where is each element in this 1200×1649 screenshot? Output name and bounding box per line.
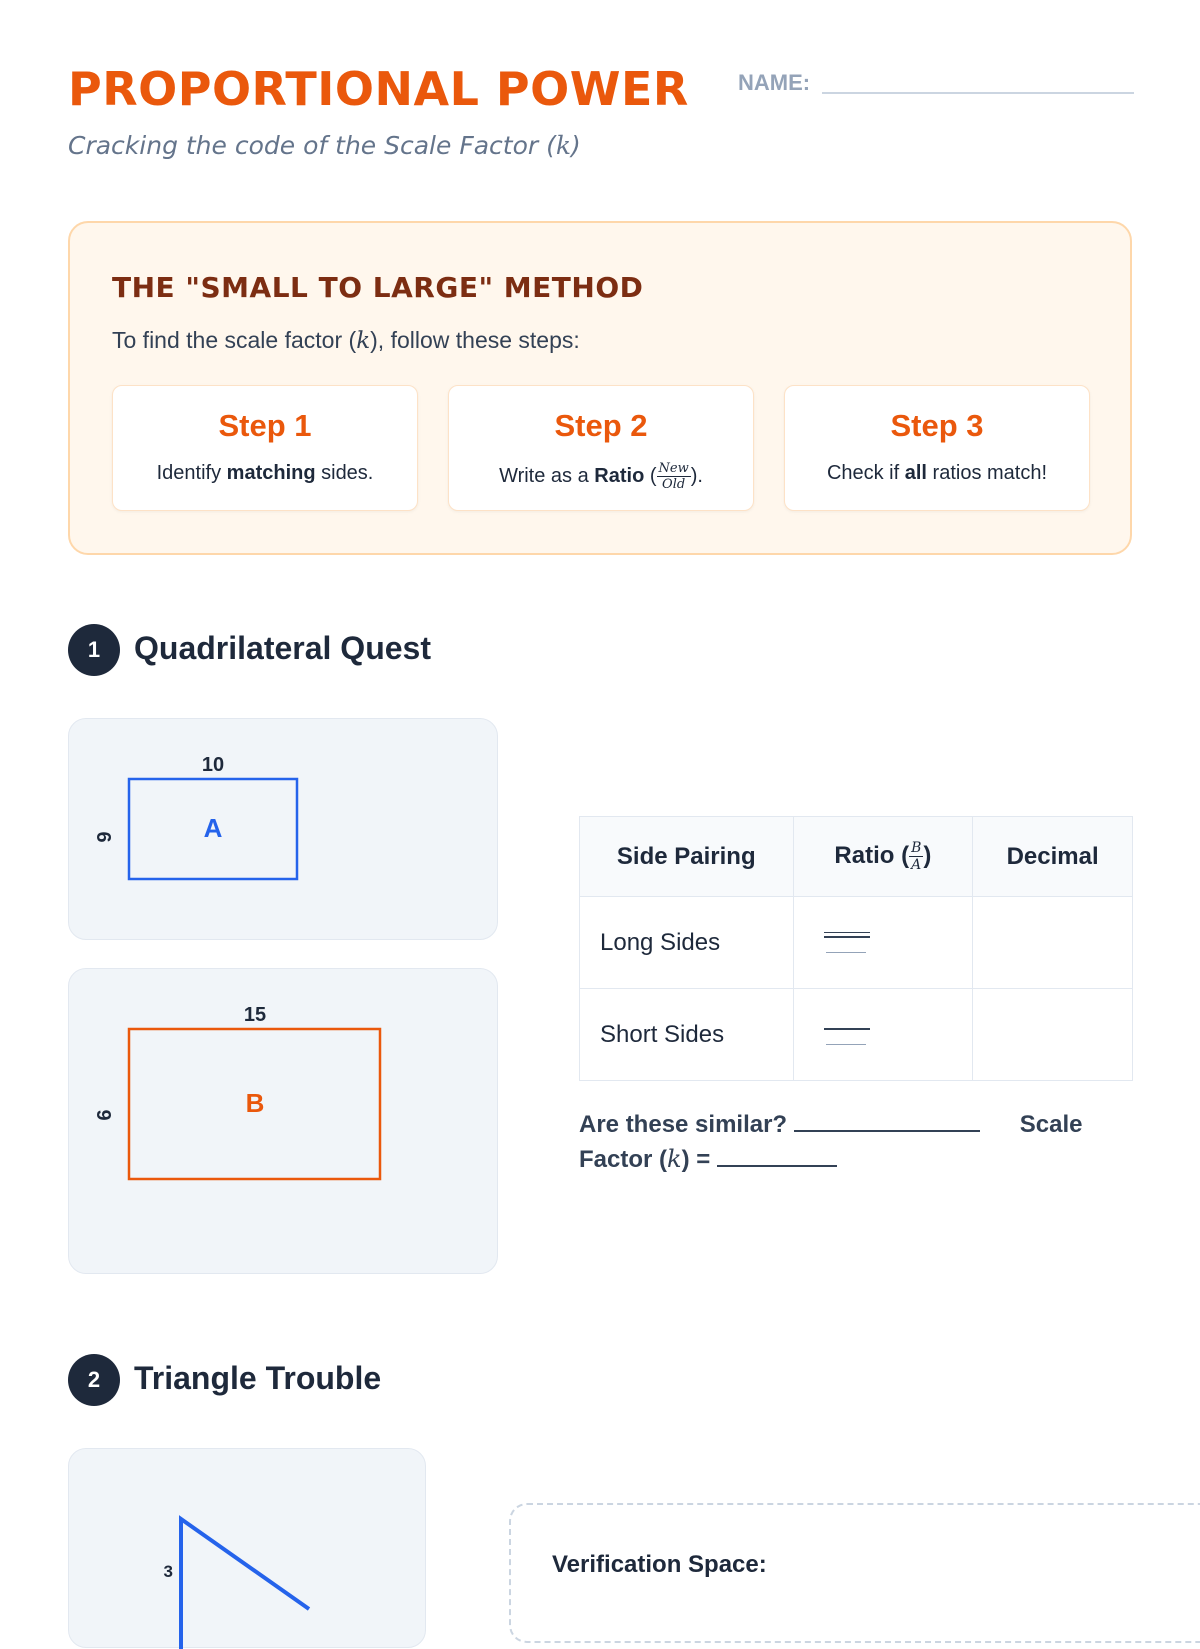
rectangle-a-figure (69, 719, 499, 941)
name-blank-line[interactable] (822, 92, 1134, 94)
decimal-answer-cell[interactable] (973, 897, 1133, 989)
rectangle-a-height-label: 6 (92, 831, 114, 843)
worksheet-subtitle: Cracking the code of the Scale Factor (k) (68, 131, 581, 160)
method-title: THE "SMALL TO LARGE" METHOD (112, 271, 644, 304)
method-intro: To find the scale factor (k), follow these steps: (112, 327, 580, 354)
step-title: Step 1 (218, 408, 312, 443)
worksheet-title: PROPORTIONAL POWER (68, 62, 689, 116)
verification-space[interactable] (509, 1503, 1200, 1643)
shape-a-panel (68, 718, 498, 940)
section-header-2 (68, 1354, 768, 1406)
step-card-1 (112, 385, 418, 511)
table-header-row (580, 817, 1133, 897)
similarity-answer-lines: Are these similar? Scale Factor (k) = (579, 1108, 1099, 1177)
ratio-fraction-blank[interactable] (824, 1020, 870, 1050)
column-header-ratio: Ratio ( $\frac{B}{A}$ ) (793, 817, 973, 897)
section-number-badge: 2 (68, 1354, 120, 1406)
shape-b-panel (68, 968, 498, 1274)
scale-factor-blank[interactable] (717, 1143, 837, 1167)
side-pairing-cell: Long Sides (580, 897, 794, 989)
section-title: Triangle Trouble (134, 1360, 382, 1396)
rectangle-b-figure (69, 969, 499, 1275)
triangle-shape (181, 1519, 309, 1649)
table-row (580, 897, 1133, 989)
side-pairing-cell: Short Sides (580, 989, 794, 1081)
rectangle-b-width-label: 15 (243, 1004, 267, 1026)
ratio-answer-cell[interactable] (793, 897, 973, 989)
column-header-side-pairing: Side Pairing (580, 817, 794, 897)
section-header-1 (68, 624, 768, 676)
method-box (68, 221, 1132, 555)
step-text: Check if all ratios match! (826, 462, 1048, 484)
column-header-decimal: Decimal (973, 817, 1133, 897)
section-title: Quadrilateral Quest (134, 630, 431, 666)
section-number-badge: 1 (68, 624, 120, 676)
triangle-figure (69, 1449, 427, 1649)
step-title: Step 3 (890, 408, 984, 443)
similar-blank[interactable] (794, 1108, 980, 1132)
ratio-table (579, 816, 1133, 1081)
ratio-answer-cell[interactable] (793, 989, 973, 1081)
step-title: Step 2 (554, 408, 648, 443)
table-row (580, 989, 1133, 1081)
triangle-side-label: 3 (163, 1562, 173, 1581)
name-label: NAME: (738, 70, 811, 95)
verification-label: Verification Space: (552, 1551, 767, 1578)
rectangle-a-width-label: 10 (201, 754, 225, 776)
step-card-3 (784, 385, 1090, 511)
rectangle-b-height-label: 9 (92, 1109, 114, 1121)
rectangle-b-label: B (245, 1088, 265, 1118)
new-over-old-fraction: $\frac{\text{New}}{\text{Old}}$ (658, 461, 689, 492)
step-text: Write as a Ratio ( $\frac{\text{New}}{\text{Old}}$ ). (499, 461, 703, 492)
ratio-fraction-blank[interactable] (824, 928, 870, 958)
rectangle-a-label: A (203, 813, 223, 843)
triangle-panel (68, 1448, 426, 1648)
decimal-answer-cell[interactable] (973, 989, 1133, 1081)
step-card-2 (448, 385, 754, 511)
step-text: Identify matching sides. (156, 462, 374, 484)
name-field[interactable] (738, 70, 1134, 100)
